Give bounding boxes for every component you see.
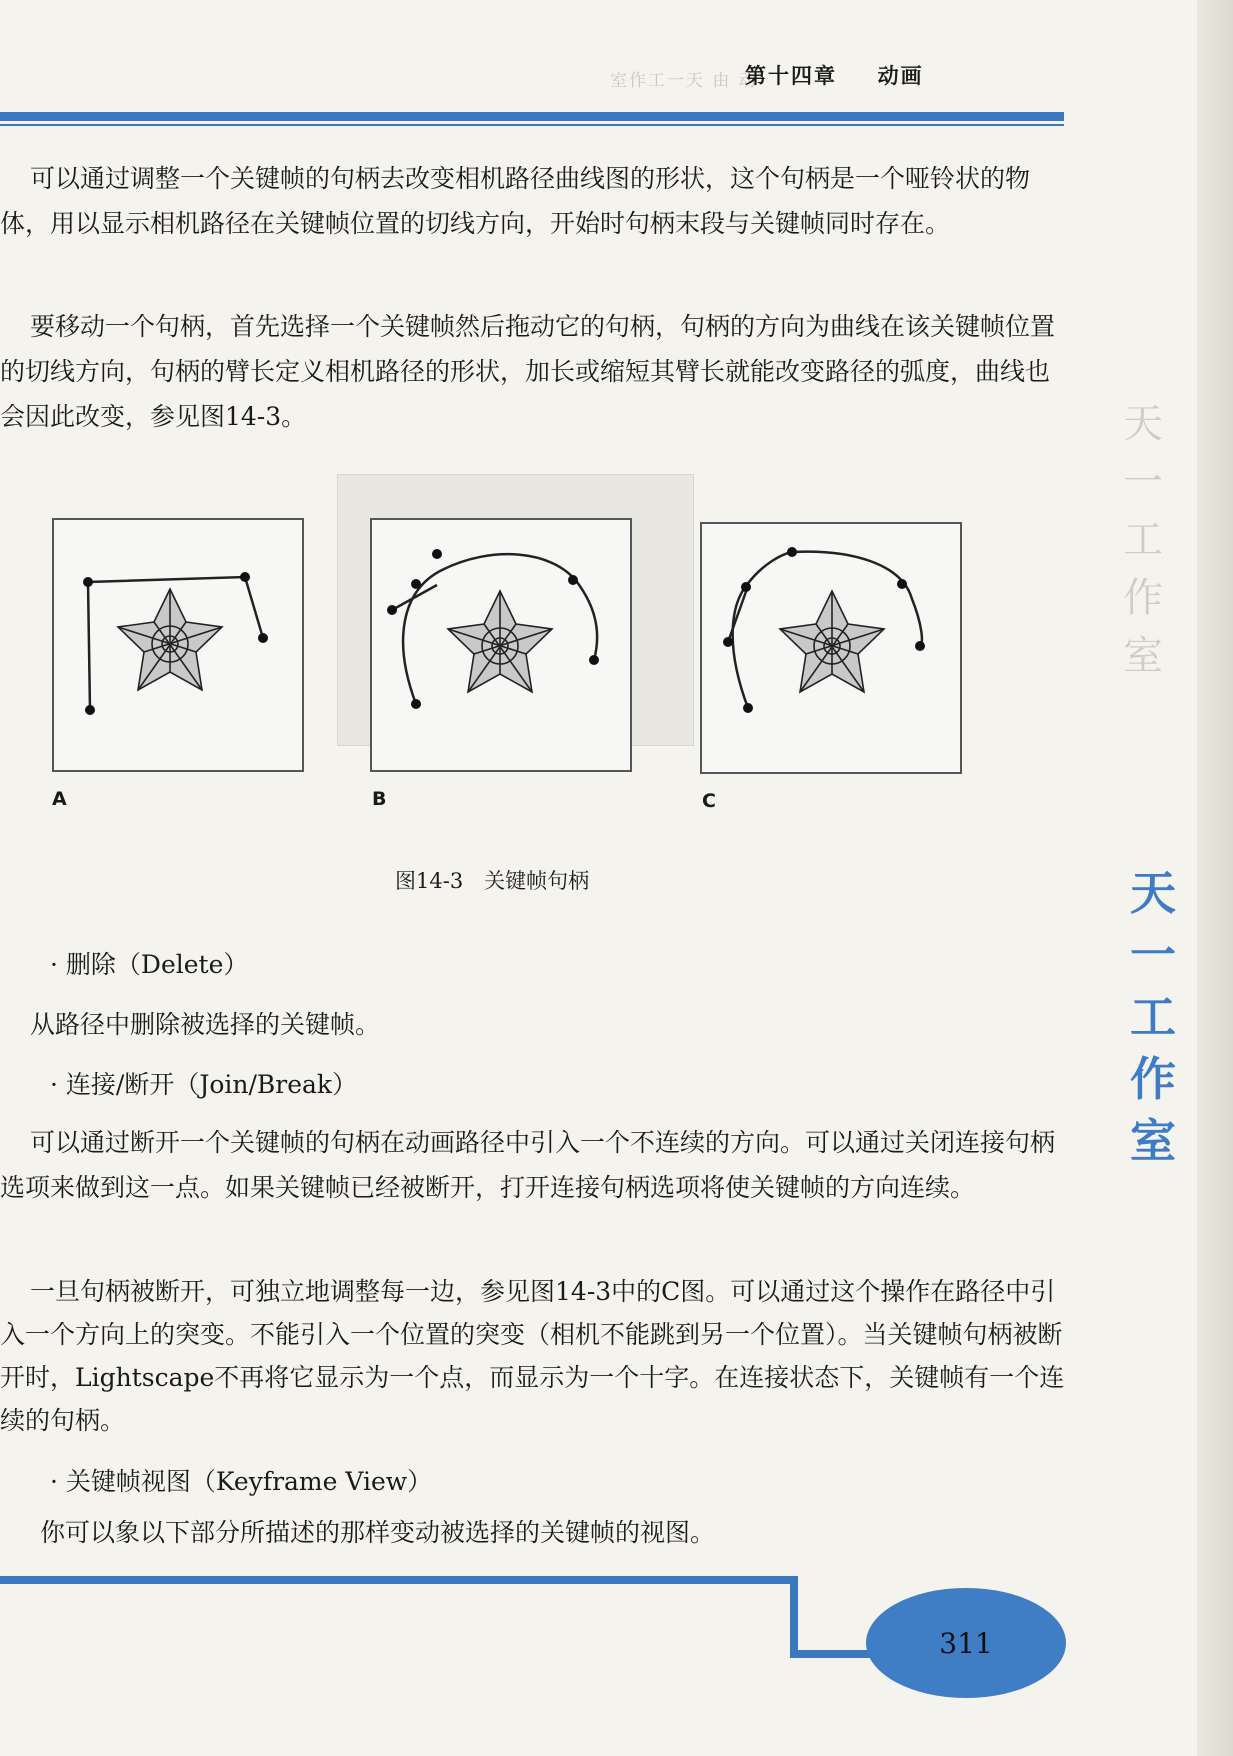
figure-b-panel [370,518,632,772]
item-delete-desc: 从路径中删除被选择的关键帧。 [30,1010,381,1039]
side-stamp-ghost: 天 一 工 作 室 [1123,401,1163,679]
side-stamp [1123,862,1183,1172]
side-stamp-char-5: 室 [1130,1114,1176,1168]
item-keyframe-title: · 关键帧视图（Keyframe View） [50,1467,433,1496]
side-stamp-char-3: 工 [1130,990,1176,1044]
figure-label-a: A [52,788,67,810]
figure-label-c: C [702,790,716,812]
running-header [745,60,924,90]
item-join-title: · 连接/断开（Join/Break） [50,1070,358,1099]
page-edge [1197,0,1233,1756]
model-b [448,591,552,692]
side-stamp-char-1: 天 [1130,866,1176,920]
side-stamp-char-2: 一 [1130,928,1176,982]
chapter-label: 第十四章 [745,63,837,88]
paragraph-5: 你可以象以下部分所描述的那样变动被选择的关键帧的视图。 [40,1518,716,1547]
footer-rule-bottom [790,1650,870,1658]
figure-a-panel [52,518,304,772]
model-c [780,591,884,692]
model-a [118,589,222,690]
paragraph-3: 可以通过断开一个关键帧的句柄在动画路径中引入一个不连续的方向。可以通过关闭连接句柄选项来做到这一点。如果关键帧已经被断开，打开连接句柄选项将使关键帧的方向连续。 [0,1128,1056,1202]
side-stamp-char-4: 作 [1130,1052,1176,1106]
footer-rule [0,1576,795,1584]
item-delete-title: · 删除（Delete） [50,950,249,979]
paragraph-4: 一旦句柄被断开，可独立地调整每一边，参见图14-3中的C图。可以通过这个操作在路径中引入一个方向上的突变。不能引入一个位置的突变（相机不能跳到另一个位置）。当关键帧句柄被断开时，Lightscape不再将它显示为一个点，而显示为一个十字。在连接状态下，关键帧有一个连续的句柄。 [0,1277,1065,1435]
figure-b-drawing [372,520,630,770]
figure-a-drawing [54,520,302,770]
paragraph-1: 可以通过调整一个关键帧的句柄去改变相机路径曲线图的形状，这个句柄是一个哑铃状的物体，用以显示相机路径在关键帧位置的切线方向，开始时句柄末段与关键帧同时存在。 [0,164,1031,238]
figure-label-b: B [372,788,387,810]
figure-caption: 图14-3 关键帧句柄 [395,869,590,893]
header-rule [0,112,1064,121]
figure-c-drawing [702,524,960,772]
footer-rule-vertical [790,1576,798,1658]
page-number: 311 [939,1626,993,1660]
header-bleed-through: 室作工一天 由 动 [610,71,758,91]
paragraph-2: 要移动一个句柄，首先选择一个关键帧然后拖动它的句柄，句柄的方向为曲线在该关键帧位置的切线方向，句柄的臂长定义相机路径的形状，加长或缩短其臂长就能改变路径的弧度，曲线也会因此改变，参见图14-3。 [0,312,1056,431]
section-label: 动画 [877,63,924,88]
page-number-badge [866,1588,1066,1698]
header-rule-thin [0,124,1064,126]
figure-c-panel [700,522,962,774]
